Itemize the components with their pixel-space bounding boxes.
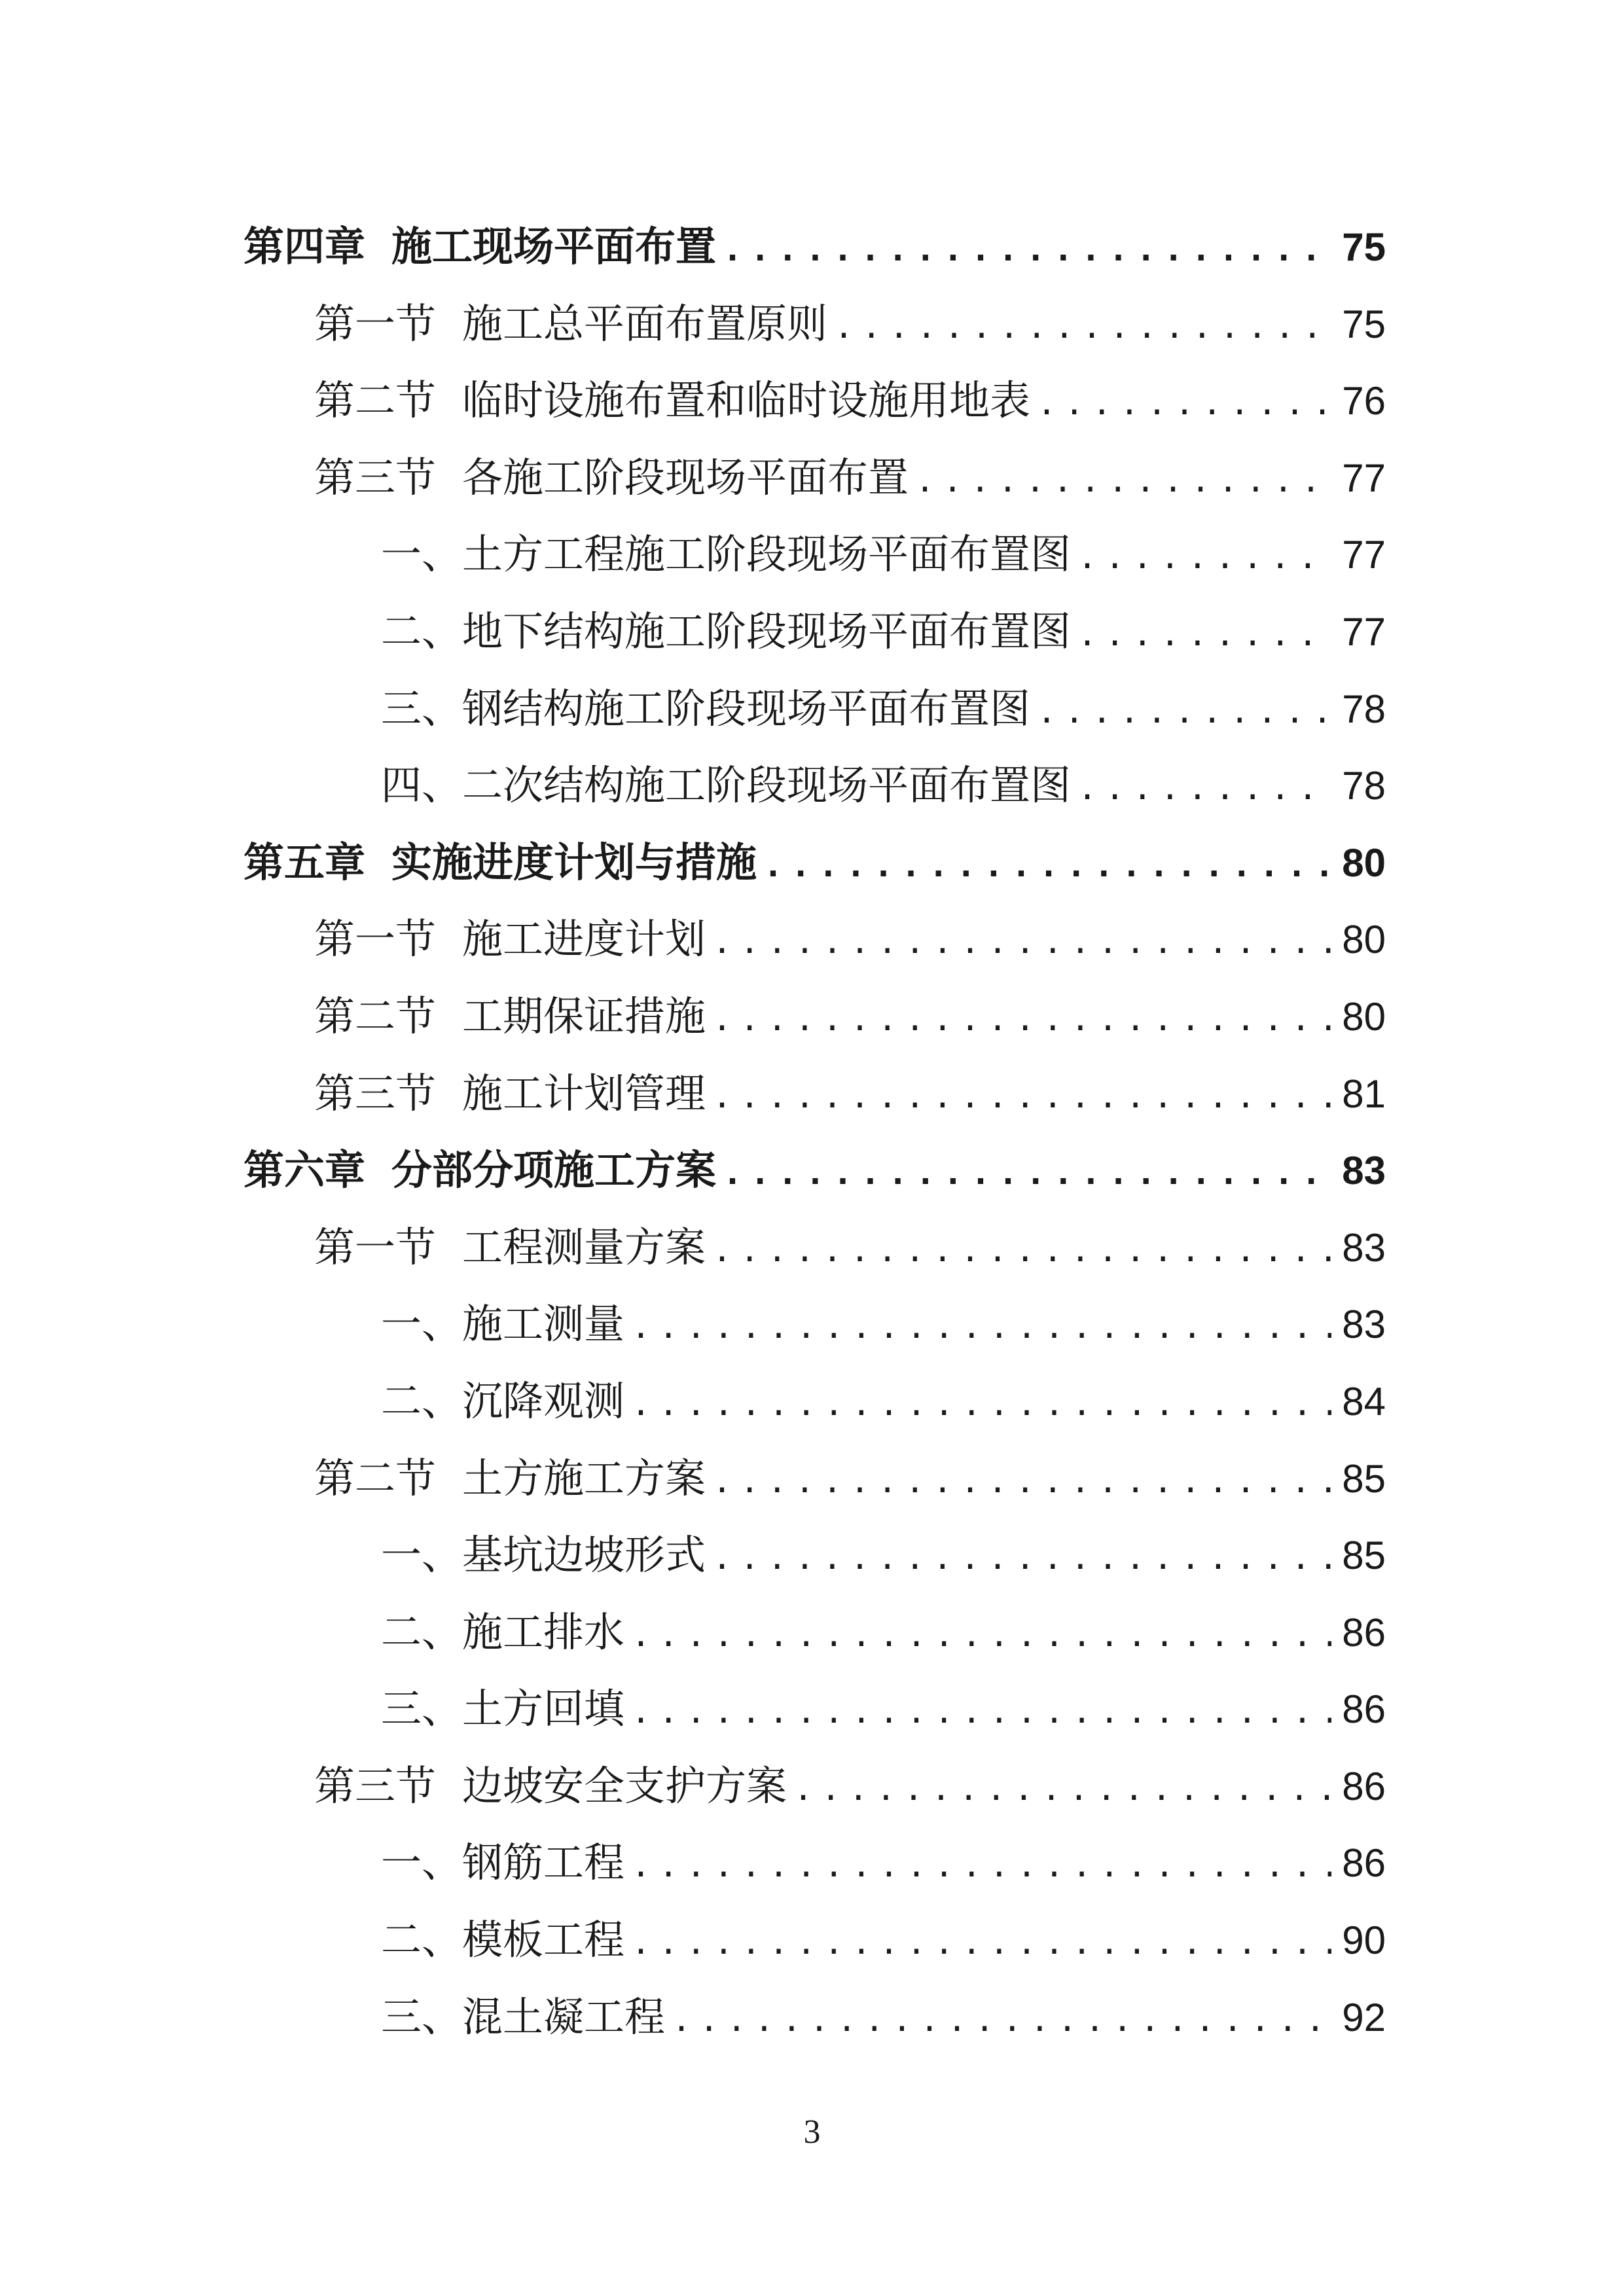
- toc-subitem-entry[interactable]: [244, 747, 1386, 824]
- toc-entry-title: 一、基坑边坡形式: [381, 1531, 706, 1579]
- toc-entry-page: 77: [1342, 609, 1386, 654]
- dot-leader: [712, 981, 1331, 1058]
- toc-entry-title: 四、二次结构施工阶段现场平面布置图: [381, 761, 1072, 810]
- dot-leader: [1037, 673, 1331, 751]
- toc-entry-page: 81: [1342, 1071, 1386, 1116]
- dot-leader: [723, 211, 1331, 289]
- dot-leader: [793, 1751, 1331, 1828]
- toc-chapter-entry[interactable]: [244, 1132, 1386, 1209]
- dot-leader: [631, 1827, 1331, 1905]
- toc-entry-page: 83: [1342, 1149, 1386, 1193]
- dot-leader: [834, 289, 1331, 366]
- toc-entry-page: 78: [1342, 687, 1386, 731]
- toc-subitem-entry[interactable]: [244, 1594, 1386, 1671]
- toc-entry-title: 一、施工测量: [381, 1300, 625, 1348]
- toc-entry-title: 边坡安全支护方案: [462, 1761, 787, 1810]
- toc-section-entry[interactable]: [244, 362, 1386, 439]
- toc-entry-title: 三、土方回填: [381, 1685, 625, 1733]
- toc-entry-title: 施工总平面布置原则: [462, 299, 828, 348]
- toc-entry-title: 二、施工排水: [381, 1607, 625, 1656]
- toc-entry-page: 75: [1342, 302, 1386, 346]
- toc-entry-title: 各施工阶段现场平面布置: [462, 453, 909, 501]
- toc-entry-page: 80: [1342, 994, 1386, 1039]
- toc-subitem-entry[interactable]: [244, 1516, 1386, 1594]
- table-of-contents: [244, 208, 1386, 2055]
- toc-entry-page: 86: [1342, 1841, 1386, 1886]
- dot-leader: [1037, 365, 1331, 442]
- dot-leader: [763, 827, 1331, 905]
- page-number: 3: [803, 2113, 821, 2151]
- toc-entry-page: 90: [1342, 1918, 1386, 1963]
- dot-leader: [712, 1520, 1331, 1597]
- toc-entry-page: 80: [1342, 918, 1386, 962]
- toc-entry-page: 86: [1342, 1610, 1386, 1655]
- dot-leader: [631, 1597, 1331, 1674]
- toc-entry-number: 第二节: [314, 992, 437, 1040]
- toc-subitem-entry[interactable]: [244, 1824, 1386, 1901]
- toc-entry-page: 78: [1342, 764, 1386, 808]
- toc-section-entry[interactable]: [244, 1055, 1386, 1132]
- toc-subitem-entry[interactable]: [244, 516, 1386, 593]
- toc-chapter-entry[interactable]: [244, 824, 1386, 901]
- toc-entry-title: 施工计划管理: [462, 1069, 706, 1117]
- toc-subitem-entry[interactable]: [244, 1670, 1386, 1748]
- toc-entry-title: 一、钢筋工程: [381, 1839, 625, 1887]
- toc-entry-page: 77: [1342, 456, 1386, 500]
- toc-entry-number: 第一节: [314, 299, 437, 348]
- toc-section-entry[interactable]: [244, 285, 1386, 363]
- toc-entry-title: 施工现场平面布置: [391, 223, 717, 270]
- toc-entry-title: 分部分项施工方案: [391, 1146, 717, 1194]
- toc-entry-title: 二、沉降观测: [381, 1376, 625, 1425]
- toc-entry-number: 第二节: [314, 1454, 437, 1502]
- dot-leader: [1077, 750, 1331, 827]
- toc-entry-number: 第三节: [314, 1761, 437, 1810]
- toc-entry-page: 85: [1342, 1534, 1386, 1578]
- toc-entry-title: 三、钢结构施工阶段现场平面布置图: [381, 684, 1031, 732]
- dot-leader: [712, 1212, 1331, 1289]
- toc-entry-number: 第三节: [314, 453, 437, 501]
- toc-entry-title: 工期保证措施: [462, 992, 706, 1040]
- dot-leader: [1077, 596, 1331, 673]
- toc-entry-number: 第一节: [314, 1223, 437, 1271]
- toc-entry-page: 83: [1342, 1302, 1386, 1347]
- toc-subitem-entry[interactable]: [244, 1901, 1386, 1979]
- toc-entry-number: 第三节: [314, 1069, 437, 1117]
- toc-entry-page: 80: [1342, 840, 1386, 885]
- toc-entry-title: 实施进度计划与措施: [391, 838, 757, 886]
- toc-entry-title: 施工进度计划: [462, 915, 706, 963]
- toc-entry-title: 二、地下结构施工阶段现场平面布置图: [381, 607, 1072, 655]
- toc-entry-number: 第二节: [314, 376, 437, 425]
- toc-subitem-entry[interactable]: [244, 1979, 1386, 2056]
- toc-entry-number: 第一节: [314, 915, 437, 963]
- toc-entry-page: 92: [1342, 1995, 1386, 2039]
- toc-section-entry[interactable]: [244, 1209, 1386, 1286]
- toc-entry-number: 第六章: [244, 1146, 366, 1194]
- dot-leader: [631, 1289, 1331, 1366]
- dot-leader: [712, 1058, 1331, 1136]
- toc-subitem-entry[interactable]: [244, 593, 1386, 670]
- toc-entry-number: 第四章: [244, 223, 366, 270]
- toc-entry-page: 77: [1342, 533, 1386, 577]
- toc-entry-page: 75: [1342, 225, 1386, 269]
- toc-entry-title: 三、混土凝工程: [381, 1992, 666, 2041]
- toc-entry-title: 临时设施布置和临时设施用地表: [462, 376, 1031, 425]
- toc-entry-title: 一、土方工程施工阶段现场平面布置图: [381, 530, 1072, 579]
- dot-leader: [631, 1674, 1331, 1751]
- toc-entry-page: 86: [1342, 1687, 1386, 1732]
- toc-entry-title: 工程测量方案: [462, 1223, 706, 1271]
- toc-entry-title: 土方施工方案: [462, 1454, 706, 1502]
- dot-leader: [712, 904, 1331, 981]
- toc-subitem-entry[interactable]: [244, 1285, 1386, 1363]
- toc-section-entry[interactable]: [244, 901, 1386, 978]
- dot-leader: [1077, 519, 1331, 596]
- toc-section-entry[interactable]: [244, 439, 1386, 516]
- toc-entry-title: 二、模板工程: [381, 1916, 625, 1964]
- dot-leader: [723, 1135, 1331, 1212]
- dot-leader: [712, 1443, 1331, 1520]
- toc-entry-number: 第五章: [244, 838, 366, 886]
- toc-section-entry[interactable]: [244, 1748, 1386, 1825]
- toc-entry-page: 85: [1342, 1456, 1386, 1501]
- dot-leader: [672, 1982, 1331, 2059]
- dot-leader: [631, 1905, 1331, 1982]
- toc-subitem-entry[interactable]: [244, 1363, 1386, 1440]
- toc-chapter-entry[interactable]: [244, 208, 1386, 285]
- toc-section-entry[interactable]: [244, 1440, 1386, 1517]
- toc-subitem-entry[interactable]: [244, 670, 1386, 747]
- toc-section-entry[interactable]: [244, 978, 1386, 1055]
- toc-entry-page: 83: [1342, 1225, 1386, 1270]
- dot-leader: [631, 1366, 1331, 1443]
- dot-leader: [915, 442, 1331, 520]
- toc-entry-page: 86: [1342, 1764, 1386, 1808]
- toc-entry-page: 76: [1342, 379, 1386, 423]
- toc-entry-page: 84: [1342, 1379, 1386, 1424]
